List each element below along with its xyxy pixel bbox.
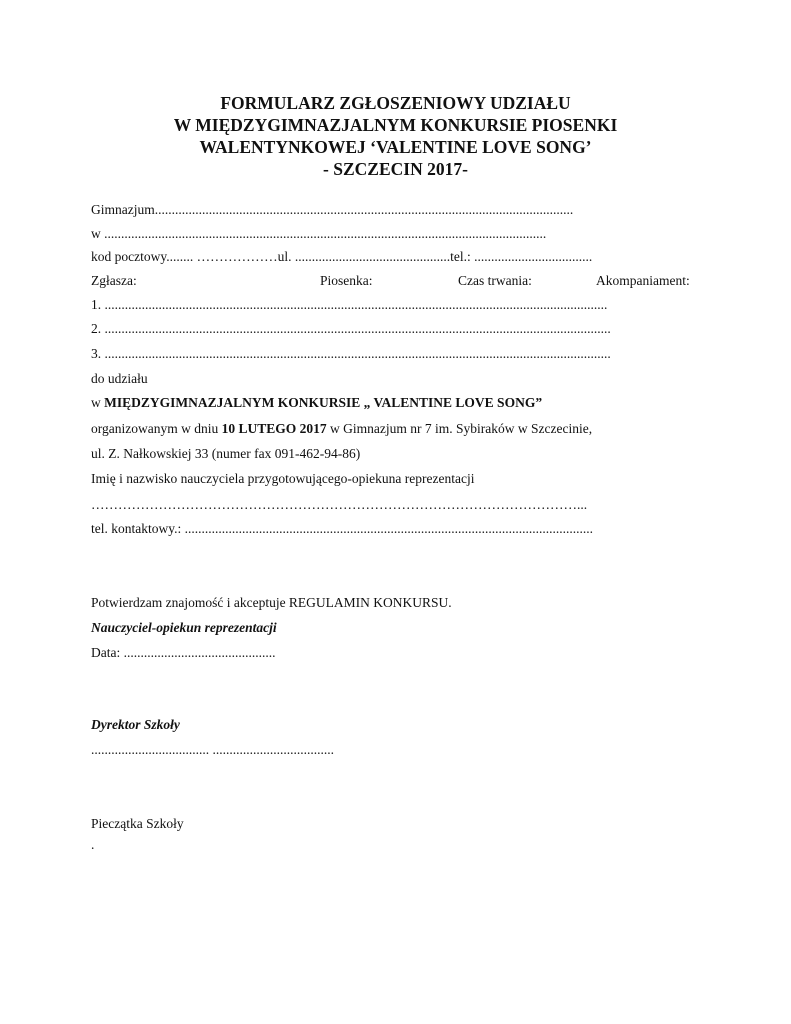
teacher-label: Imię i nazwisko nauczyciela przygotowującego-opiekuna reprezentacji (91, 471, 475, 486)
school-stamp-label: Pieczątka Szkoły (91, 816, 184, 831)
confirmation-text: Potwierdzam znajomość i akceptuje REGULAMIN KONKURSU. (91, 595, 452, 610)
gimnazjum-field[interactable]: Gimnazjum............................................................................................................................ (91, 202, 574, 217)
phone-field[interactable]: tel. kontaktowy.: ......................................................................................................................... (91, 521, 593, 536)
director-label: Dyrektor Szkoły (91, 717, 180, 732)
form-title (0, 92, 791, 180)
organizer-suffix: w Gimnazjum nr 7 im. Sybiraków w Szczecinie, (326, 421, 593, 436)
organizer-prefix: organizowanym w dniu (91, 421, 222, 436)
city-field[interactable]: w ................................................................................................................................... (91, 226, 547, 241)
entry-row-3[interactable]: 3. ...................................................................................................................................................... (91, 346, 611, 361)
do-udzialu-text: do udziału (91, 371, 148, 386)
title-line-2: W MIĘDZYGIMNAZJALNYM KONKURSIE PIOSENKI (173, 115, 618, 135)
teacher-field[interactable]: ………………………………………………………………………………………………... (91, 497, 588, 512)
contest-date: 10 LUTEGO 2017 (221, 421, 327, 436)
trailing-dot: . (91, 837, 95, 852)
director-signature-field[interactable]: ................................... .................................... (91, 742, 334, 757)
title-line-4: - SZCZECIN 2017- (323, 159, 468, 179)
organizer-line (91, 420, 592, 438)
teacher-signature-label: Nauczyciel-opiekun reprezentacji (91, 620, 277, 635)
entry-row-2[interactable]: 2. ...................................................................................................................................................... (91, 321, 611, 336)
w-prefix: w (91, 395, 105, 410)
entry-row-1[interactable]: 1. ..................................................................................................................................................... (91, 297, 608, 312)
piosenka-label: Piosenka: (320, 273, 373, 288)
akompaniament-label: Akompaniament: (596, 273, 690, 288)
contest-name: MIĘDZYGIMNAZJALNYM KONKURSIE „ VALENTINE LOVE SONG” (104, 395, 543, 410)
address-text: ul. Z. Nałkowskiej 33 (numer fax 091-462-94-86) (91, 446, 361, 461)
address-field[interactable]: kod pocztowy........ ………………ul. ..............................................tel.: ................................... (91, 249, 593, 264)
czas-label: Czas trwania: (458, 273, 532, 288)
date-field[interactable]: Data: ............................................. (91, 645, 276, 660)
contest-name-line (91, 394, 542, 412)
title-line-3: WALENTYNKOWEJ ‘VALENTINE LOVE SONG’ (199, 137, 592, 157)
title-line-1: FORMULARZ ZGŁOSZENIOWY UDZIAŁU (220, 93, 571, 113)
zglasza-label: Zgłasza: (91, 273, 137, 288)
